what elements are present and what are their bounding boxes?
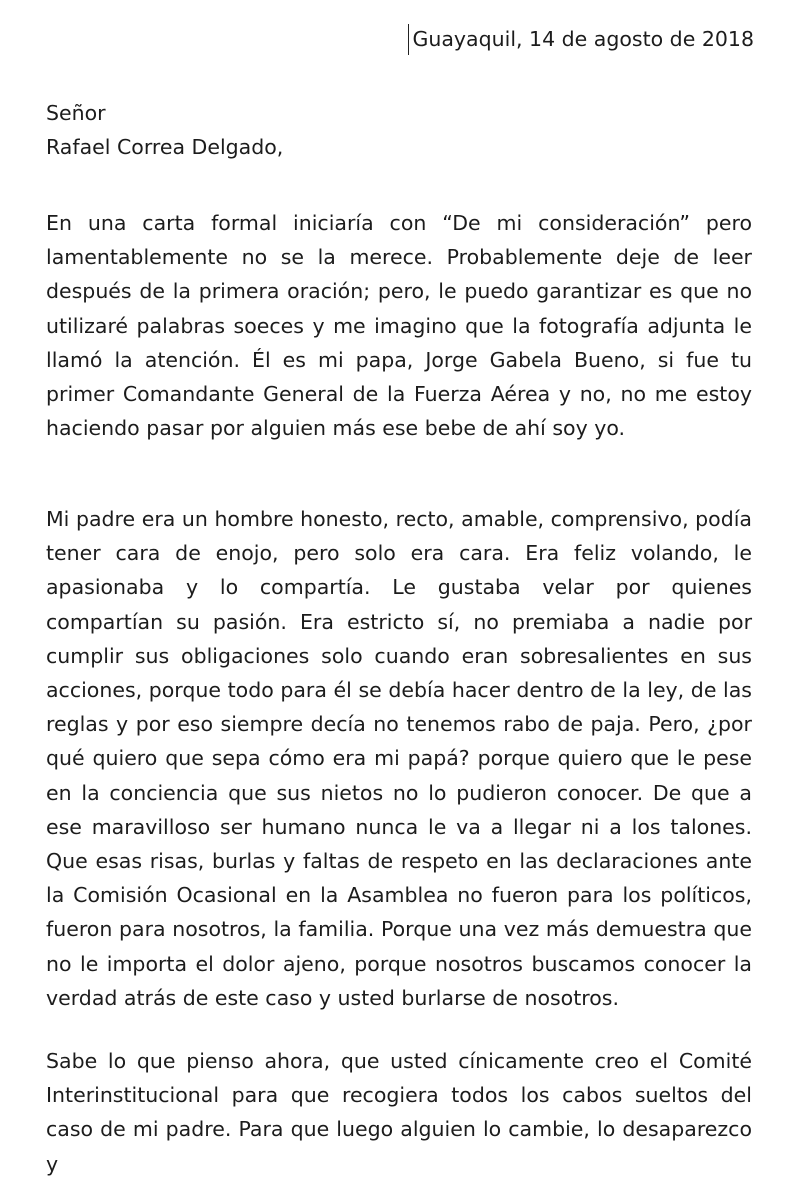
paragraph-1: En una carta formal iniciaría con “De mi consideración” pero lamentablemente no se la merece. Probablemente deje de leer después de la primera oración; pero, le puedo garantizar es que no utilizaré palabras soeces y me imagino que la fotografía adjunta le llamó la atención. Él es mi papa, Jorge Gabela Bueno, si fue tu primer Comandante General de la Fuerza Aérea y no, no me estoy haciendo pasar por alguien más ese bebe de ahí soy yo. <box>46 211 752 441</box>
paragraph-3: Sabe lo que pienso ahora, que usted cínicamente creo el Comité Interinstitucional para que recogiera todos los cabos sueltos del caso de mi padre. Para que luego alguien lo cambie, lo desaparezco y <box>46 1049 752 1176</box>
salutation-recipient: Rafael Correa Delgado, <box>46 135 284 159</box>
salutation-title: Señor <box>46 101 106 125</box>
paragraph-2: Mi padre era un hombre honesto, recto, amable, comprensivo, podía tener cara de enojo, pero solo era cara. Era feliz volando, le apasionaba y lo compartía. Le gustaba velar por quienes compartían su pasión. Era estricto sí, no premiaba a nadie por cumplir sus obligaciones solo cuando eran sobresalientes en sus acciones, porque todo para él se debía hacer dentro de la ley, de las reglas y por eso siempre decía no tenemos rabo de paja. Pero, ¿por qué quiero que sepa cómo era mi papá? porque quiero que le pese en la conciencia que sus nietos no lo pudieron conocer. De que a ese maravilloso ser humano nunca le va a llegar ni a los talones. Que esas risas, burlas y faltas de respeto en las declaraciones ante la Comisión Ocasional en la Asamblea no fueron para los políticos, fueron para nosotros, la familia. Porque una vez más demuestra que no le importa el dolor ajeno, porque nosotros buscamos conocer la verdad atrás de este caso y usted burlarse de nosotros. <box>46 507 752 1010</box>
salutation <box>46 96 283 164</box>
letter-date: Guayaquil, 14 de agosto de 2018 <box>408 24 754 55</box>
